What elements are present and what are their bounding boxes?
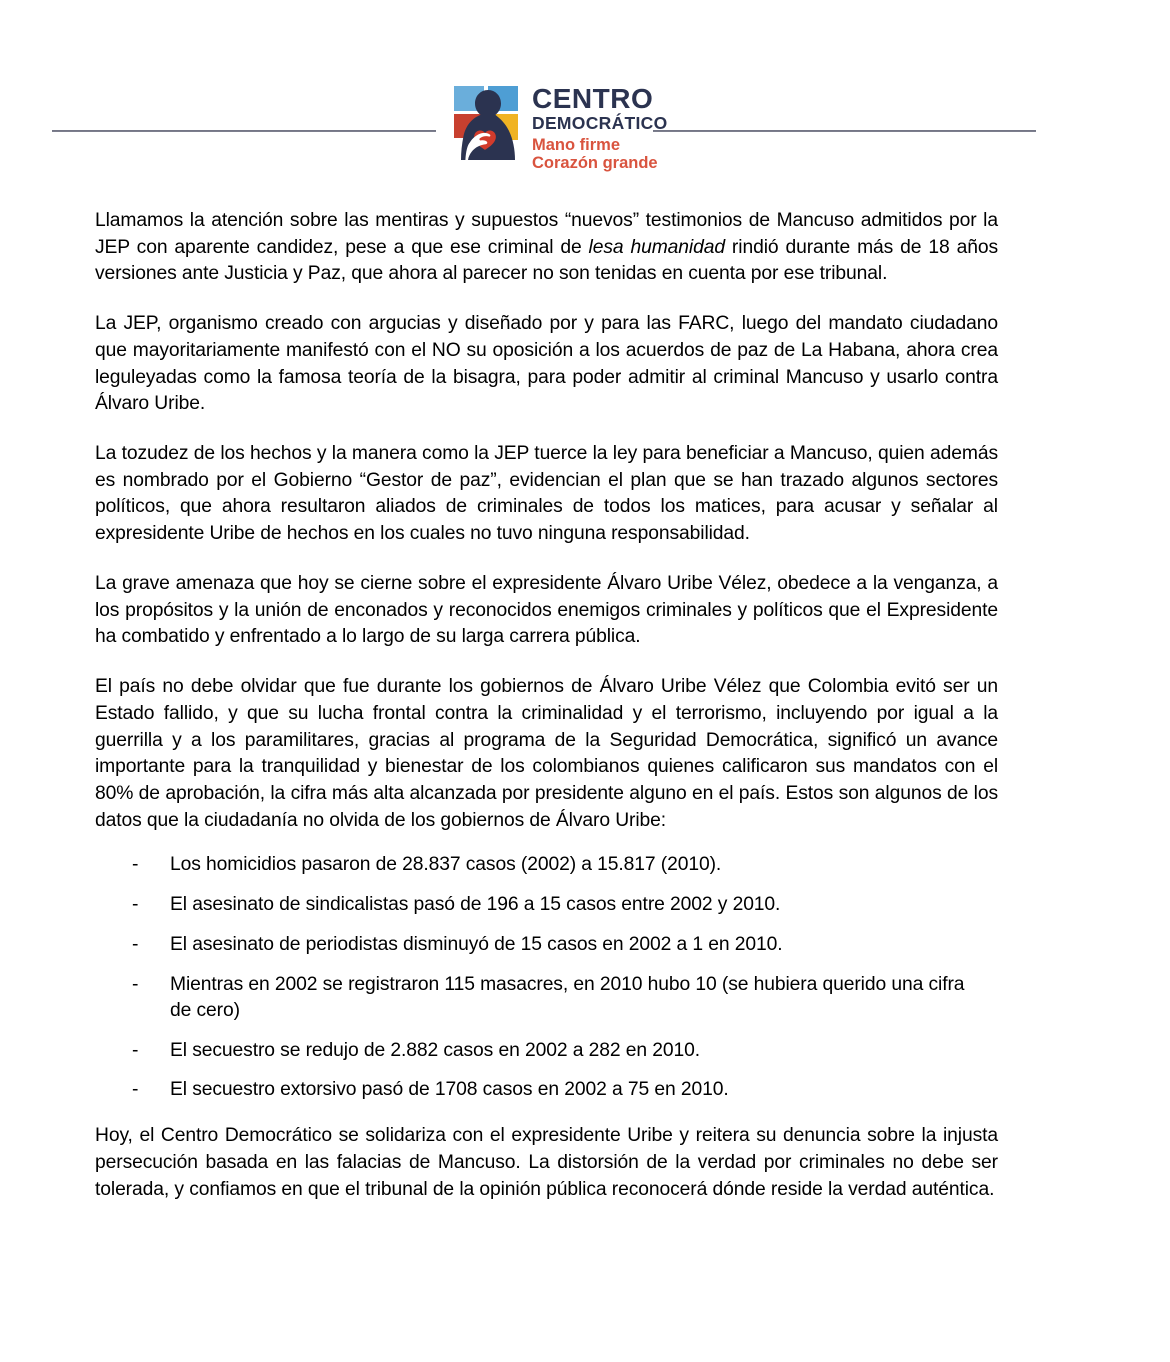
party-emblem-icon: [452, 82, 524, 160]
bullet-dash: -: [132, 854, 139, 876]
document-header: [0, 0, 1170, 190]
logo-slogan-line-1: Mano firme: [532, 135, 621, 154]
emphasis-text: lesa humanidad: [588, 236, 725, 258]
plain-text: rindió durante más de 18 años versiones ante Justicia y Paz, que ahora al parecer no son tenidas en cuenta por ese tribunal.: [95, 236, 998, 285]
centro-democratico-logo: [452, 82, 668, 173]
list-item: [95, 892, 998, 918]
paragraph-3: La tozudez de los hechos y la manera como la JEP tuerce la ley para beneficiar a Mancuso, quien además es nombrado por el Gobierno “Gestor de paz”, evidencian el plan que se han trazado algunos sectores políticos, que ahora resultaron aliados de criminales de todos los matices, para acusar y señalar al expresidente Uribe de hechos en los cuales no tuvo ninguna responsabilidad.: [95, 443, 998, 545]
list-item: [95, 1077, 998, 1103]
list-item-text: El secuestro se redujo de 2.882 casos en 2002 a 282 en 2010.: [170, 1039, 700, 1061]
list-item-text: Los homicidios pasaron de 28.837 casos (2002) a 15.817 (2010).: [170, 854, 722, 876]
bullet-dash: -: [132, 1079, 139, 1101]
list-item-text: El asesinato de periodistas disminuyó de 15 casos en 2002 a 1 en 2010.: [170, 934, 783, 956]
bullet-dash: -: [132, 894, 139, 916]
paragraph-4: La grave amenaza que hoy se cierne sobre el expresidente Álvaro Uribe Vélez, obedece a la venganza, a los propósitos y la unión de enconados y reconocidos enemigos criminales y políticos que el Expresidente ha combatido y enfrentado a lo largo de su larga carrera pública.: [95, 572, 998, 648]
paragraph-1: [95, 208, 998, 288]
list-item: [95, 932, 998, 958]
bullet-dash: -: [132, 934, 139, 956]
document-body: [95, 208, 998, 1226]
logo-slogan-line-2: Corazón grande: [532, 154, 658, 173]
logo-name-democratico: DEMOCRÁTICO: [532, 112, 668, 133]
paragraph-5: El país no debe olvidar que fue durante los gobiernos de Álvaro Uribe Vélez que Colombia evitó ser un Estado fallido, y que su lucha frontal contra la criminalidad y el terrorismo, incluyendo por igual a la guerrilla y a los paramilitares, gracias al programa de la Seguridad Democrática, significó un avance importante para la tranquilidad y bienestar de los colombianos quienes calificaron sus mandatos con el 80% de aprobación, la cifra más alta alcanzada por presidente alguno en el país. Estos son algunos de los datos que la ciudadanía no olvida de los gobiernos de Álvaro Uribe:: [95, 676, 998, 831]
logo-wordmark: [532, 82, 668, 173]
logo-name-centro: CENTRO: [532, 83, 654, 114]
paragraph-6: Hoy, el Centro Democrático se solidariza con el expresidente Uribe y reitera su denuncia sobre la injusta persecución basada en las falacias de Mancuso. La distorsión de la verdad por criminales no debe ser tolerada, y confiamos en que el tribunal de la opinión pública reconocerá dónde reside la verdad auténtica.: [95, 1125, 998, 1200]
list-item-text: El secuestro extorsivo pasó de 1708 casos en 2002 a 75 en 2010.: [170, 1079, 729, 1101]
list-item-text: Mientras en 2002 se registraron 115 masacres, en 2010 hubo 10 (se hubiera querido una cifra de cero): [170, 973, 965, 1021]
statistics-list: [95, 852, 998, 1103]
header-divider-left: [52, 130, 436, 132]
plain-text: Llamamos la atención sobre las mentiras y supuestos “nuevos” testimonios de Mancuso admitidos por la JEP con aparente candidez, pese a que ese criminal de: [95, 210, 998, 258]
list-item: [95, 852, 998, 878]
list-item-text: El asesinato de sindicalistas pasó de 196 a 15 casos entre 2002 y 2010.: [170, 894, 781, 916]
list-item: [95, 972, 998, 1024]
header-divider-right: [653, 130, 1036, 132]
paragraph-2: La JEP, organismo creado con argucias y diseñado por y para las FARC, luego del mandato ciudadano que mayoritariamente manifestó con el NO su oposición a los acuerdos de paz de La Habana, ahora crea leguleyadas como la famosa teoría de la bisagra, para poder admitir al criminal Mancuso y usarlo contra Álvaro Uribe.: [95, 313, 998, 415]
bullet-dash: -: [132, 1039, 139, 1061]
bullet-dash: -: [132, 973, 139, 995]
list-item: [95, 1038, 998, 1064]
